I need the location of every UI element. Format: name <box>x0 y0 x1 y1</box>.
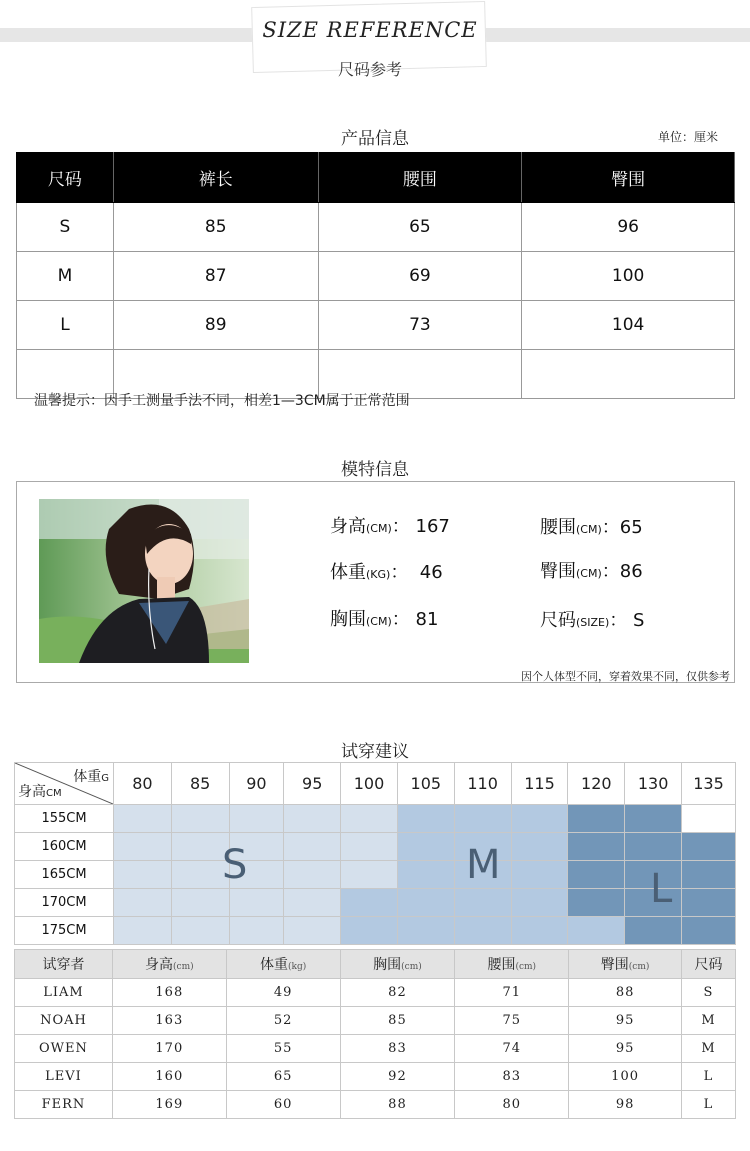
model-waist: 腰围(CM)：65 <box>540 517 643 538</box>
fit-cell-s <box>114 917 172 945</box>
fit-cell-l <box>682 861 736 889</box>
table-row <box>17 203 735 252</box>
fit-cell-m <box>397 833 454 861</box>
fit-cell-s <box>229 889 284 917</box>
product-table-header <box>17 153 735 203</box>
size-cell: S <box>17 203 114 252</box>
tester-height: 170 <box>112 1035 226 1063</box>
height-header: 155CM <box>15 805 114 833</box>
height-header: 160CM <box>15 833 114 861</box>
weight-header: 100 <box>341 763 398 805</box>
weight-header: 115 <box>511 763 568 805</box>
fit-cell-m <box>511 805 568 833</box>
column-header: 胸围(cm) <box>340 950 455 979</box>
column-header: 裤长 <box>113 153 318 203</box>
fit-cell-s <box>171 917 229 945</box>
fit-cell-m <box>454 889 511 917</box>
tryon-header-row <box>15 950 736 979</box>
tester-weight: 49 <box>226 979 340 1007</box>
column-header: 臀围(cm) <box>569 950 682 979</box>
model-chest: 胸围(CM)： 81 <box>330 609 439 630</box>
fit-cell-m <box>397 889 454 917</box>
hip-cell: 104 <box>522 301 735 350</box>
fit-cell-s <box>284 833 341 861</box>
tester-height: 163 <box>112 1007 226 1035</box>
fit-cell-s <box>341 805 398 833</box>
weight-axis-label: 体重G <box>73 769 109 785</box>
unit-label: 单位：厘米 <box>657 130 718 144</box>
model-size: 尺码(SIZE)： S <box>540 610 645 631</box>
tester-chest: 92 <box>340 1063 455 1091</box>
fit-cell-s <box>284 805 341 833</box>
tester-hip: 98 <box>569 1091 682 1119</box>
column-header: 腰围 <box>318 153 522 203</box>
tryon-table <box>14 949 736 1119</box>
height-header: 165CM <box>15 861 114 889</box>
size-cell: M <box>17 252 114 301</box>
fit-cell-s <box>229 917 284 945</box>
column-header: 尺码 <box>17 153 114 203</box>
length-cell: 87 <box>113 252 318 301</box>
weight-header: 130 <box>625 763 682 805</box>
tester-height: 169 <box>112 1091 226 1119</box>
height-header: 170CM <box>15 889 114 917</box>
fit-cell-m <box>397 805 454 833</box>
tester-waist: 80 <box>455 1091 569 1119</box>
tester-weight: 52 <box>226 1007 340 1035</box>
height-axis-label: 身高CM <box>18 784 62 800</box>
fit-cell-l <box>682 833 736 861</box>
page-subtitle: 尺码参考 <box>337 60 402 79</box>
fit-zone-label-l: L <box>650 866 673 912</box>
fit-cell-l <box>568 833 625 861</box>
hip-cell: 96 <box>522 203 735 252</box>
weight-header: 85 <box>171 763 229 805</box>
table-row <box>15 979 736 1007</box>
fit-cell-l <box>568 805 625 833</box>
model-weight: 体重(KG)： 46 <box>330 562 443 583</box>
tester-name: LEVI <box>15 1063 113 1091</box>
model-photo <box>39 499 249 663</box>
model-info-title: 模特信息 <box>341 460 409 480</box>
fit-suggestion-title: 试穿建议 <box>341 742 409 762</box>
length-cell: 89 <box>113 301 318 350</box>
tester-hip: 95 <box>569 1035 682 1063</box>
fit-cell-m <box>341 917 398 945</box>
hip-cell: 100 <box>522 252 735 301</box>
waist-cell: 65 <box>318 203 522 252</box>
tester-waist: 75 <box>455 1007 569 1035</box>
tester-name: FERN <box>15 1091 113 1119</box>
tester-waist: 74 <box>455 1035 569 1063</box>
column-header: 试穿者 <box>15 950 113 979</box>
fit-cell-m <box>454 917 511 945</box>
fit-zone-label-s: S <box>222 842 248 888</box>
fit-row <box>15 889 736 917</box>
fit-cell-l <box>625 805 682 833</box>
table-row <box>15 1007 736 1035</box>
fit-cell-m <box>454 805 511 833</box>
weight-header: 90 <box>229 763 284 805</box>
fit-cell-l <box>682 889 736 917</box>
fit-zone-label-m: M <box>466 842 501 888</box>
fit-cell-m <box>511 833 568 861</box>
waist-cell: 69 <box>318 252 522 301</box>
table-row <box>15 1035 736 1063</box>
table-row <box>17 301 735 350</box>
weight-header: 80 <box>114 763 172 805</box>
table-row <box>15 1091 736 1119</box>
column-header: 腰围(cm) <box>455 950 569 979</box>
measurement-tip: 温馨提示：因手工测量手法不同，相差1—3CM属于正常范围 <box>34 393 410 409</box>
weight-header: 135 <box>682 763 736 805</box>
fit-cell-s <box>114 833 172 861</box>
tester-name: OWEN <box>15 1035 113 1063</box>
tester-height: 168 <box>112 979 226 1007</box>
fit-cell-s <box>114 805 172 833</box>
page-title: SIZE REFERENCE <box>262 18 478 42</box>
fit-cell-l <box>682 917 736 945</box>
fit-cell-s <box>284 917 341 945</box>
tester-hip: 95 <box>569 1007 682 1035</box>
tester-size: S <box>682 979 736 1007</box>
tester-weight: 60 <box>226 1091 340 1119</box>
fit-row <box>15 917 736 945</box>
weight-header: 120 <box>568 763 625 805</box>
size-cell: L <box>17 301 114 350</box>
fit-cell-m <box>511 917 568 945</box>
fit-row <box>15 833 736 861</box>
fit-cell-s <box>171 833 229 861</box>
fit-cell-l <box>568 889 625 917</box>
tester-size: L <box>682 1091 736 1119</box>
fit-row <box>15 861 736 889</box>
fit-cell-s <box>171 889 229 917</box>
tester-size: M <box>682 1007 736 1035</box>
fit-cell-s <box>114 861 172 889</box>
tester-waist: 83 <box>455 1063 569 1091</box>
fit-cell-m <box>511 861 568 889</box>
fit-cell-l <box>625 917 682 945</box>
tester-chest: 83 <box>340 1035 455 1063</box>
column-header: 尺码 <box>682 950 736 979</box>
model-note: 因个人体型不同，穿着效果不同，仅供参考 <box>521 670 730 683</box>
fit-row <box>15 805 736 833</box>
column-header: 身高(cm) <box>112 950 226 979</box>
fit-cell-s <box>284 861 341 889</box>
fit-grid <box>14 762 736 945</box>
fit-cell-s <box>229 805 284 833</box>
tester-size: M <box>682 1035 736 1063</box>
fit-cell-empty <box>682 805 736 833</box>
table-row <box>15 1063 736 1091</box>
weight-header: 105 <box>397 763 454 805</box>
fit-cell-s <box>114 889 172 917</box>
fit-cell-m <box>397 861 454 889</box>
length-cell: 85 <box>113 203 318 252</box>
column-header: 体重(kg) <box>226 950 340 979</box>
height-header: 175CM <box>15 917 114 945</box>
tester-weight: 65 <box>226 1063 340 1091</box>
fit-cell-s <box>171 805 229 833</box>
product-info-title: 产品信息 <box>341 129 409 149</box>
fit-cell-m <box>397 917 454 945</box>
tester-chest: 88 <box>340 1091 455 1119</box>
fit-cell-s <box>341 861 398 889</box>
tester-chest: 82 <box>340 979 455 1007</box>
fit-header-row <box>15 763 736 805</box>
hip-cell <box>522 350 735 399</box>
fit-cell-l <box>568 861 625 889</box>
model-height: 身高(CM)： 167 <box>330 516 450 537</box>
tester-hip: 100 <box>569 1063 682 1091</box>
tester-name: NOAH <box>15 1007 113 1035</box>
tester-weight: 55 <box>226 1035 340 1063</box>
tester-size: L <box>682 1063 736 1091</box>
product-size-table <box>16 152 735 399</box>
weight-header: 95 <box>284 763 341 805</box>
fit-cell-m <box>568 917 625 945</box>
column-header: 臀围 <box>522 153 735 203</box>
fit-cell-m <box>511 889 568 917</box>
fit-cell-s <box>171 861 229 889</box>
tester-hip: 88 <box>569 979 682 1007</box>
fit-corner <box>15 763 114 805</box>
weight-header: 110 <box>454 763 511 805</box>
tester-chest: 85 <box>340 1007 455 1035</box>
fit-cell-s <box>341 833 398 861</box>
tester-waist: 71 <box>455 979 569 1007</box>
waist-cell: 73 <box>318 301 522 350</box>
fit-cell-s <box>284 889 341 917</box>
fit-cell-l <box>625 833 682 861</box>
model-hip: 臀围(CM)：86 <box>540 561 643 582</box>
tester-height: 160 <box>112 1063 226 1091</box>
fit-cell-m <box>341 889 398 917</box>
table-row <box>17 252 735 301</box>
tester-name: LIAM <box>15 979 113 1007</box>
